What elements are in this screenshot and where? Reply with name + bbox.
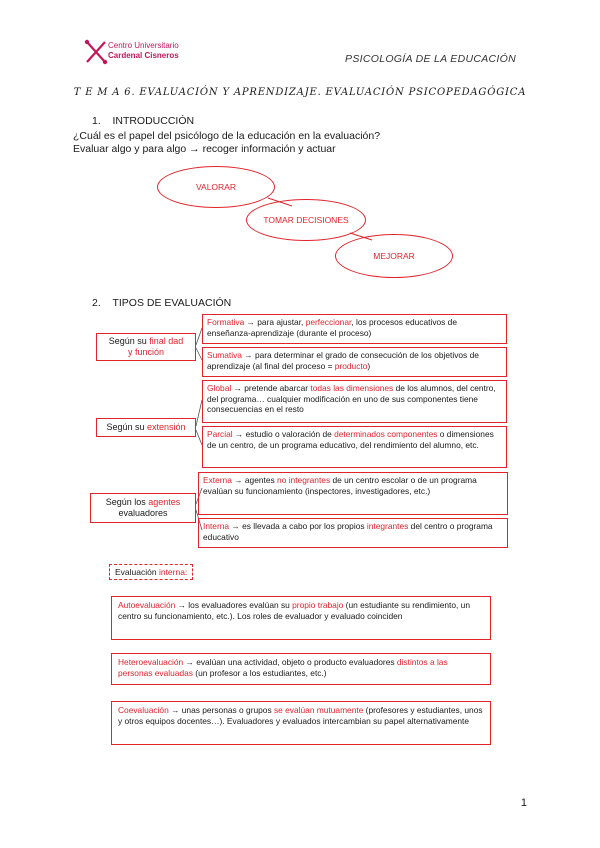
logo-text: Centro Universitario Cardenal Cisneros <box>108 41 179 60</box>
category-finalidad: Según su final dad y función <box>96 333 196 361</box>
ellipse-mejorar: MEJORAR <box>335 234 453 278</box>
section-2-heading: 2. TIPOS DE EVALUACIÓN <box>92 297 232 309</box>
ellipse-tomar-decisiones: TOMAR DECISIONES <box>246 199 366 241</box>
def-externa: Externa → agentes no integrantes de un centro escolar o de un programa evalúan su funcionamiento (inspectores, investigadores, etc.) <box>198 472 508 515</box>
def-parcial: Parcial → estudio o valoración de determinados componentes o dimensiones de un centro, de un programa educativo, del rendimiento del alumno, etc. <box>202 426 507 468</box>
def-formativa: Formativa → para ajustar, perfeccionar, los procesos educativos de enseñanza-aprendizaje (durante el proceso) <box>202 314 507 344</box>
category-extension: Según su extensión <box>96 418 196 437</box>
box-autoevaluacion: Autoevaluación → los evaluadores evalúan su propio trabajo (un estudiante su rendimiento, un centro su funcionamiento, etc.). Los roles de evaluador y evaluado coinciden <box>111 596 491 640</box>
page-number: 1 <box>520 797 527 809</box>
ellipse-valorar: VALORAR <box>157 166 275 208</box>
section-1-heading: 1. INTRODUCCIÓN <box>92 115 195 127</box>
category-agentes: Según los agentes evaluadores <box>90 493 196 523</box>
subject-title: PSICOLOGÍA DE LA EDUCACIÓN <box>345 53 516 65</box>
def-global: Global → pretende abarcar todas las dimensiones de los alumnos, del centro, del programa… cualquier modificación en uno de sus componentes tiene consecuencias en el resto <box>202 380 507 423</box>
page-title: T E M A 6. EVALUACIÓN Y APRENDIZAJE. EVALUACIÓN PSICOPEDAGÓGICA <box>73 87 527 98</box>
internal-evaluation-label: Evaluación interna: <box>109 564 193 580</box>
section-1-statement: Evaluar algo y para algo → recoger información y actuar <box>73 143 336 155</box>
def-interna: Interna → es llevada a cabo por los propios integrantes del centro o programa educativo <box>198 518 508 548</box>
section-1-question: ¿Cuál es el papel del psicólogo de la educación en la evaluación? <box>73 130 381 142</box>
box-coevaluacion: Coevaluación → unas personas o grupos se evalúan mutuamente (profesores y estudiantes, unos y otros equipos docentes…). Evaluadores y evaluados intercambian su papel alternativamente <box>111 701 491 745</box>
def-sumativa: Sumativa → para determinar el grado de consecución de los objetivos de aprendizaje (al final del proceso = producto) <box>202 347 507 377</box>
box-heteroevaluacion: Heteroevaluación → evalúan una actividad, objeto o producto evaluadores distintos a las personas evaluadas (un profesor a los estudiantes, etc.) <box>111 653 491 685</box>
